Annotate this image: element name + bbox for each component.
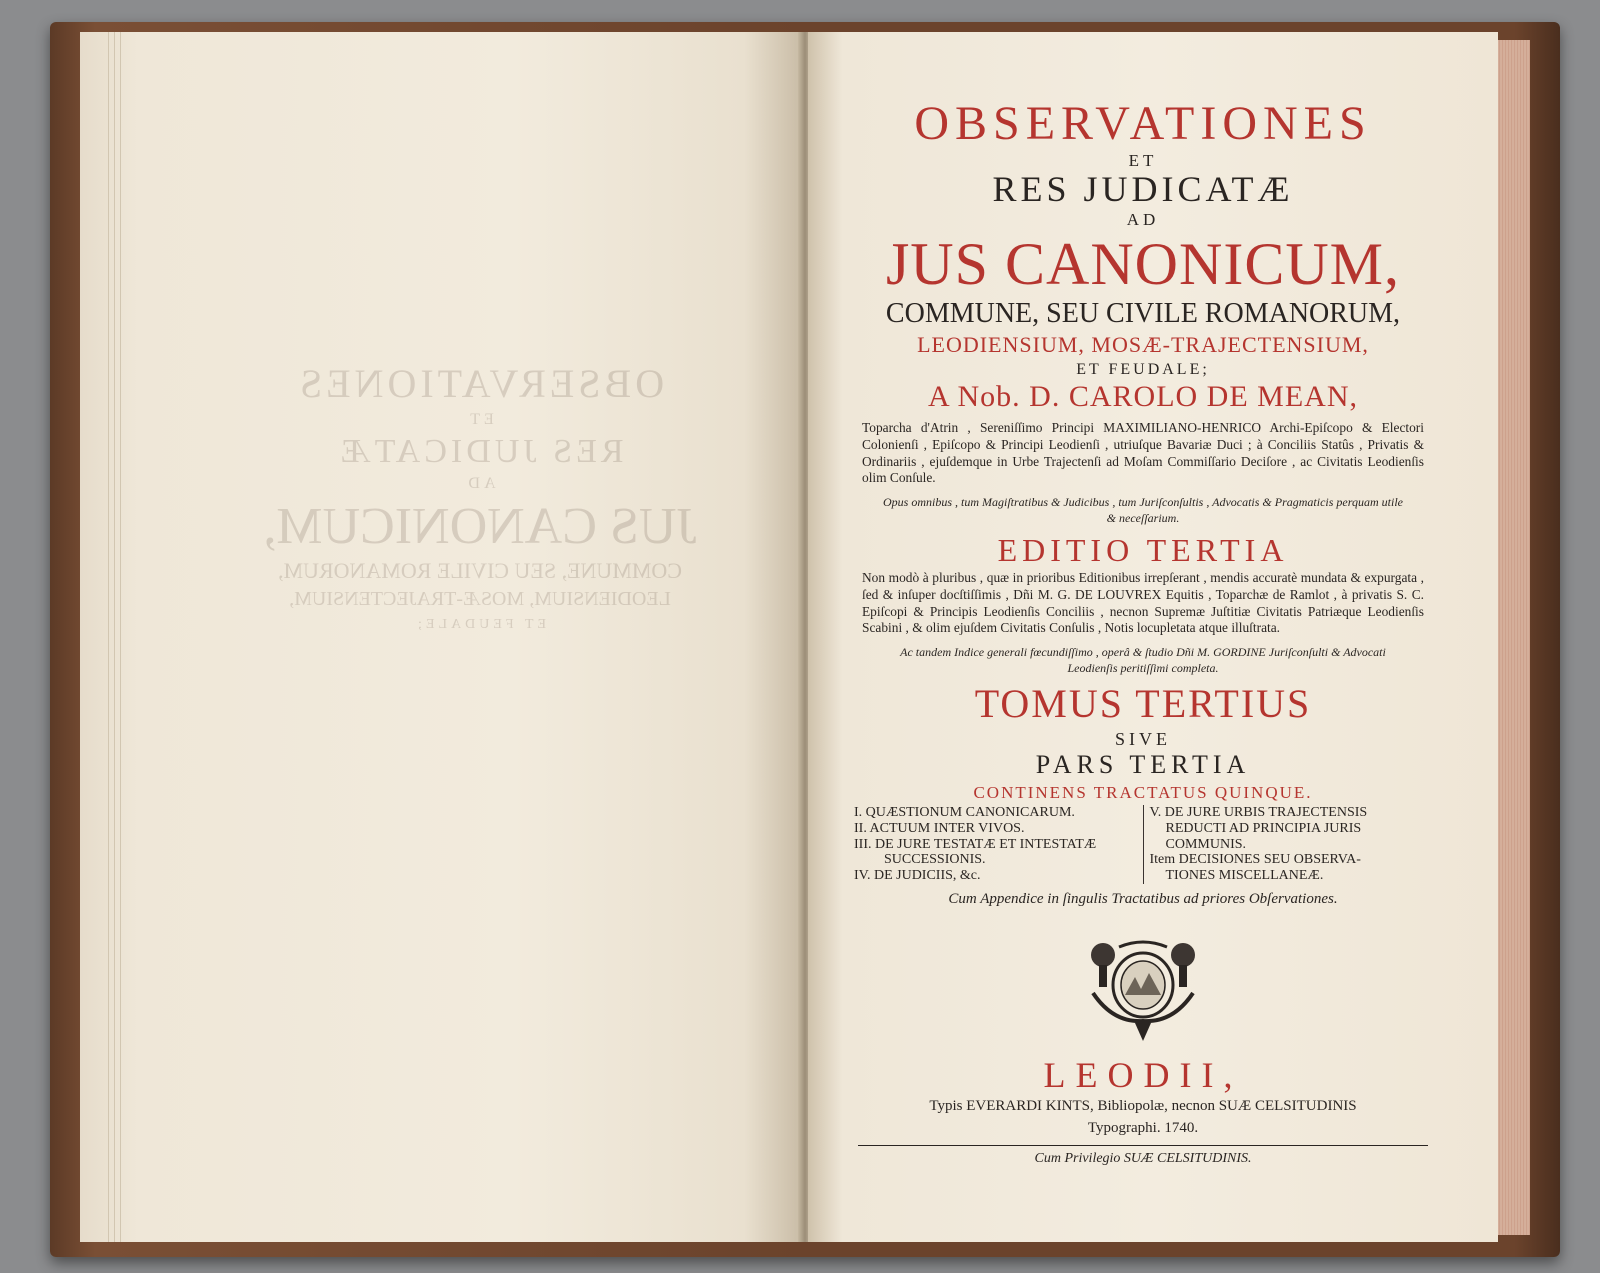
contents-column-right xyxy=(1143,805,1439,883)
tome-heading: TOMUS TERTIUS xyxy=(974,681,1312,727)
author-line: A Nob. D. CAROLO DE MEAN, xyxy=(928,380,1358,413)
left-page xyxy=(80,32,802,1242)
contents-item: TIONES MISCELLANEÆ. xyxy=(1165,868,1324,884)
contents-item: V. DE JURE URBIS TRAJECTENSIS xyxy=(1149,805,1368,821)
page-fore-edge xyxy=(1498,40,1530,1235)
contents-item: SUCCESSIONIS. xyxy=(884,852,986,868)
contents-item: IV. DE JUDICIIS, &c. xyxy=(854,868,981,884)
title-page xyxy=(848,97,1438,1166)
contents-item: Item DECISIONES SEU OBSERVA- xyxy=(1149,852,1361,868)
title-line: LEODIENSIUM, MOSÆ-TRAJECTENSIUM, xyxy=(917,332,1369,357)
page-edge-line xyxy=(114,32,115,1242)
ghost-line: AD xyxy=(464,475,496,492)
index-note: Ac tandem Indice generali fœcundiſſimo , operâ & ſtudio Dñi M. GORDINE Juriſconſulti & Advocati Leodienſis peritiſſimi completa. xyxy=(900,645,1386,675)
sive-line: SIVE xyxy=(1115,729,1171,750)
printer-ornament-icon xyxy=(1083,933,1203,1043)
edition-heading: EDITIO TERTIA xyxy=(997,532,1289,569)
edition-note: Non modò à pluribus , quæ in prioribus Editionibus irrepſerant , mendis accuratè mundata & expurgata , ſed & inſuper docſtiſſimis , Dñi M. G. DE LOUVREX Equitis , Toparchæ de Ramlot , à privatis S. C. Epiſcopi & Principis Leodienſis Conciliis , necnon Supremæ Juſtitiæ Civitatis Patriæque Leodienſis Scabini , & olim ejuſdem Civitatis Conſulis , Notis locupletata atque illuſtrata. xyxy=(862,570,1424,636)
contents-column-left xyxy=(848,805,1143,883)
privilege-line: Cum Privilegio SUÆ CELSITUDINIS. xyxy=(1034,1150,1252,1166)
contents-item: I. QUÆSTIONUM CANONICARUM. xyxy=(854,805,1075,821)
ghost-line: JUS CANONICUM, xyxy=(263,498,697,555)
title-line: ET FEUDALE; xyxy=(1076,361,1210,378)
printer-line: Typis EVERARDI KINTS, Bibliopolæ, necnon SUÆ CELSITUDINIS xyxy=(929,1097,1357,1114)
ghost-line: RES JUDICATÆ xyxy=(336,433,624,470)
main-title: JUS CANONICUM, xyxy=(885,231,1401,297)
title-line: ET xyxy=(1128,151,1158,170)
contents-item: COMMUNIS. xyxy=(1165,836,1247,852)
author-titles: Toparcha d'Atrin , Sereniſſimo Principi MAXIMILIANO-HENRICO Archi-Epiſcopo & Electori Colonienſi , Epiſcopo & Principi Leodienſi , utriuſque Bavariæ Duci ; à Conciliis Statûs , Privatis & Ordinariis , ejuſdemque in Urbe Trajectenſi ad Moſam Commiſſario Deciſore , ac Civitatis Leodienſis olim Conſule. xyxy=(862,420,1424,486)
page-edge-line xyxy=(108,32,109,1242)
ghost-line: LEODIENSIUM, MOSÆ-TRAJECTENSIUM, xyxy=(289,588,671,610)
continens-line: CONTINENS TRACTATUS QUINQUE. xyxy=(973,783,1313,803)
ghost-line: ET FEUDALE; xyxy=(414,617,547,632)
bleed-through-text xyxy=(200,360,760,633)
title-line: OBSERVATIONES xyxy=(914,97,1372,150)
ghost-line: COMMUNE, SEU CIVILE ROMANORUM, xyxy=(278,558,682,583)
contents-item: REDUCTI AD PRINCIPIA JURIS xyxy=(1165,821,1362,837)
appendix-note: Cum Appendice in ſingulis Tractatibus ad priores Obſervationes. xyxy=(948,890,1338,907)
pars-line: PARS TERTIA xyxy=(1035,750,1251,780)
contents-item: III. DE JURE TESTATÆ ET INTESTATÆ xyxy=(854,836,1097,852)
opus-note: Opus omnibus , tum Magiſtratibus & Judicibus , tum Juriſconſultis , Advocatis & Pragmaticis perquam utile & neceſſarium. xyxy=(883,495,1403,525)
place-line: LEODII, xyxy=(1043,1054,1243,1095)
divider xyxy=(858,1145,1428,1146)
ghost-line: ET xyxy=(466,411,494,428)
contents-list xyxy=(848,805,1438,883)
title-line: RES JUDICATÆ xyxy=(992,169,1294,209)
contents-item: II. ACTUUM INTER VIVOS. xyxy=(854,821,1025,837)
title-line: AD xyxy=(1126,210,1160,229)
title-line: COMMUNE, SEU CIVILE ROMANORUM, xyxy=(885,298,1401,329)
page-edge-line xyxy=(120,32,121,1242)
ghost-line: OBSERVATIONES xyxy=(295,361,665,406)
printer-line-2: Typographi. 1740. xyxy=(1087,1119,1199,1136)
